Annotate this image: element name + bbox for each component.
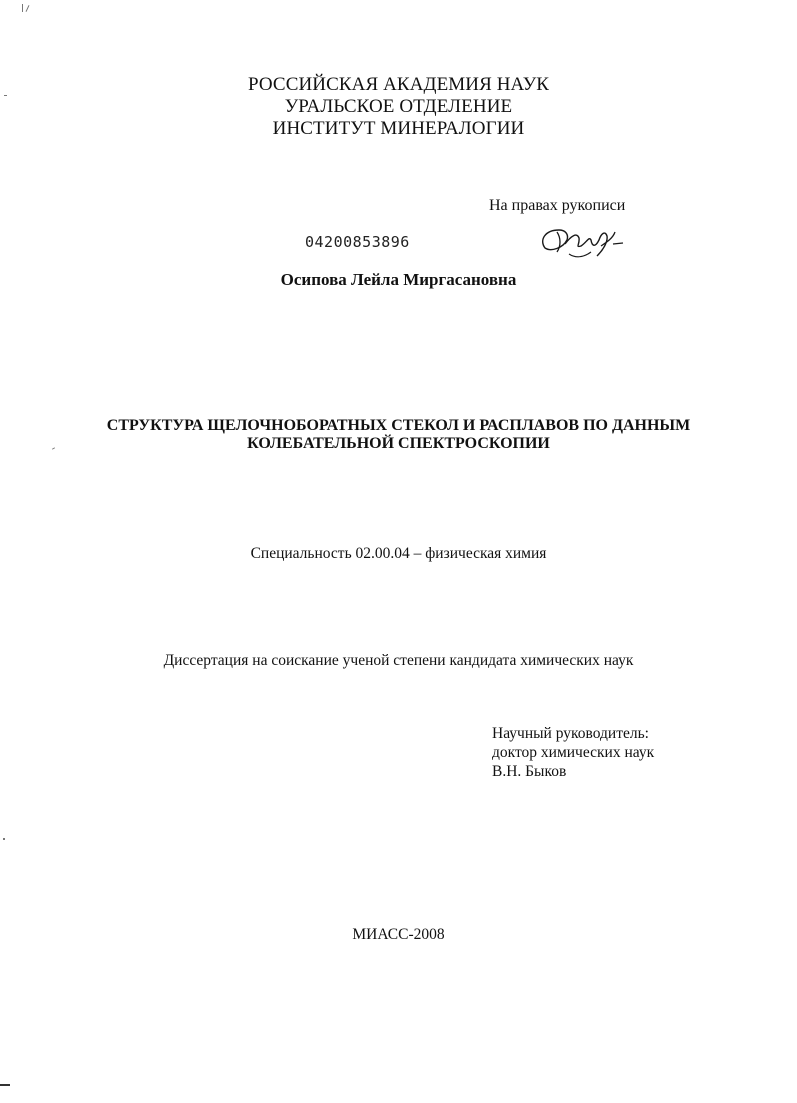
supervisor-name: В.Н. Быков [492, 763, 567, 780]
inventory-number: 04200853896 [305, 233, 410, 251]
title-line: СТРУКТУРА ЩЕЛОЧНОБОРАТНЫХ СТЕКОЛ И РАСПЛАВОВ ПО ДАННЫМ [106, 417, 691, 434]
title-line: КОЛЕБАТЕЛЬНОЙ СПЕКТРОСКОПИИ [247, 435, 550, 452]
author-name: Осипова Лейла Миргасановна [280, 270, 517, 289]
supervisor-label: Научный руководитель: [492, 725, 649, 742]
org-institute: ИНСТИТУТ МИНЕРАЛОГИИ [272, 118, 525, 139]
supervisor-degree: доктор химических наук [492, 744, 655, 761]
scan-mark [0, 1084, 10, 1086]
signature-image [535, 218, 631, 262]
org-branch: УРАЛЬСКОЕ ОТДЕЛЕНИЕ [284, 96, 513, 117]
manuscript-rights: На правах рукописи [489, 197, 626, 214]
supervisor-block [492, 724, 654, 781]
dissertation-title [0, 417, 797, 453]
scan-mark [22, 4, 23, 12]
scan-mark [26, 5, 30, 12]
organization-header [0, 74, 797, 140]
org-academy: РОССИЙСКАЯ АКАДЕМИЯ НАУК [247, 74, 550, 95]
degree-statement: Диссертация на соискание ученой степени кандидата химических наук [163, 652, 634, 669]
scan-mark [3, 838, 5, 840]
specialty: Специальность 02.00.04 – физическая химия [250, 545, 547, 562]
city-year: МИАСС-2008 [352, 926, 445, 943]
